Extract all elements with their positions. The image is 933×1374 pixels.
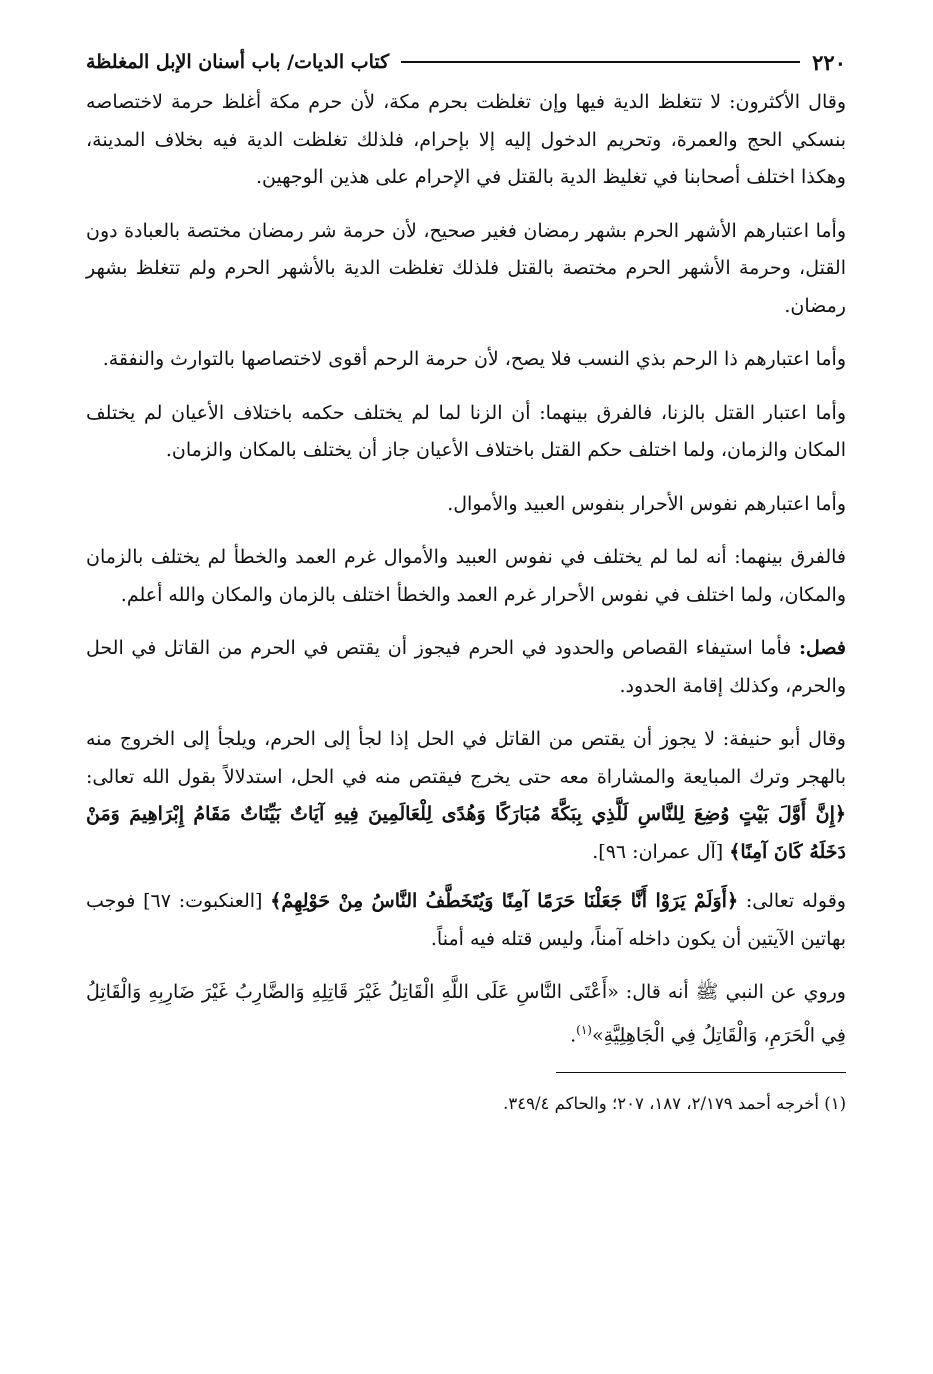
- page-number: ٢٢٠: [812, 49, 846, 75]
- abu-hanifa-paragraph: [86, 721, 846, 871]
- footnote-marker: (١): [576, 1022, 592, 1037]
- qawluhu-text: وقوله تعالى:: [738, 890, 846, 912]
- running-title: كتاب الديات/ باب أسنان الإبل المغلظة: [86, 51, 390, 73]
- page: [86, 40, 846, 1134]
- quran-ref-al-imran: [آل عمران: ٩٦].: [592, 840, 730, 863]
- footnote-rule: [556, 1072, 846, 1073]
- paragraph-3: وأما اعتبارهم ذا الرحم بذي النسب فلا يصح، لأن حرمة الرحم أقوى لاختصاصها بالتوارث والنفقة.: [102, 348, 846, 370]
- paragraph-1: وقال الأكثرون: لا تتغلظ الدية فيها وإن تغلظت بحرم مكة، لأن حرم مكة أغلظ حرمة لاختصاصه بنسكي الحج والعمرة، وتحريم الدخول إليه إلا بإحرام، فلذلك تغلظت الدية فيه بخلاف المدينة، وهكذا اختلف أصحابنا في تغليظ الدية بالقتل في الإحرام على هذين الوجهين.: [86, 91, 846, 188]
- fasl-text: فأما استيفاء القصاص والحدود في الحرم فيجوز أن يقتص في الحرم من القاتل في الحل والحرم، وكذلك إقامة الحدود.: [86, 637, 846, 697]
- quran-ref-ankabut: [العنكبوت: ٦٧] فوجب بهاتين الآيتين أن يكون داخله آمناً، وليس قتله فيه أمناً.: [86, 890, 846, 950]
- paragraph-4: وأما اعتبار القتل بالزنا، فالفرق بينهما: أن الزنا لما لم يختلف حكمه باختلاف الأعيان لم يختلف المكان والزمان، ولما اختلف حكم القتل باختلاف الأعيان جاز أن يختلف بالمكان والزمان.: [86, 401, 846, 461]
- quran-verse-ankabut: ﴿أَوَلَمْ يَرَوْا أَنَّا جَعَلْنَا حَرَمًا آمِنًا وَيُتَخَطَّفُ النَّاسُ مِنْ حَوْلِهِمْ﴾: [270, 890, 739, 912]
- fasl-label: فصل:: [799, 637, 846, 659]
- footnote: (١) أخرجه أحمد ٢/١٧٩، ١٨٧، ٢٠٧؛ والحاكم ٣٤٩/٤.: [503, 1093, 846, 1113]
- running-header: [86, 40, 846, 84]
- hadith-end: .: [570, 1023, 577, 1046]
- hadith-quote: «أَعْتَى النَّاسِ عَلَى اللَّهِ الْقَاتِلُ غَيْرَ قَاتِلِهِ وَالضَّارِبُ غَيْرَ ضَارِبِهِ وَالْقَاتِلُ فِي الْحَرَمِ، وَالْقَاتِلُ فِي الْجَاهِلِيَّةِ»: [86, 981, 846, 1046]
- paragraph-5: وأما اعتبارهم نفوس الأحرار بنفوس العبيد والأموال.: [447, 492, 846, 515]
- qawluhu-paragraph: [86, 883, 846, 958]
- header-rule: [401, 61, 800, 63]
- hadith-intro: وروي عن النبي ﷺ أنه قال:: [618, 981, 846, 1003]
- paragraph-6: فالفرق بينهما: أنه لما لم يختلف في نفوس العبيد والأموال غرم العمد والخطأ لم يختلف بالزمان والمكان، ولما اختلف في نفوس الأحرار غرم العمد والخطأ اختلف بالزمان والمكان والله أعلم.: [86, 546, 847, 606]
- fasl-paragraph: [86, 630, 846, 705]
- abu-hanifa-text: وقال أبو حنيفة: لا يجوز أن يقتص من القاتل في الحل إذا لجأ إلى الحرم، ويلجأ إلى الخروج منه بالهجر وترك المبايعة والمشاراة معه حتى يخرج فيقتص منه في الحل، استدلالاً بقول الله تعالى:: [86, 728, 846, 788]
- paragraph-2: وأما اعتبارهم الأشهر الحرم بشهر رمضان فغير صحيح، لأن حرمة شر رمضان مختصة بالعبادة دون القتل، وحرمة الأشهر الحرم مختصة بالقتل فلذلك تغلظت الدية بالأشهر الحرم ولم تتغلظ بشهر رمضان.: [86, 219, 846, 317]
- quran-verse-al-imran: ﴿إِنَّ أَوَّلَ بَيْتٍ وُضِعَ لِلنَّاسِ لَلَّذِي بِبَكَّةَ مُبَارَكًا وَهُدًى لِلْعَالَمِينَ فِيهِ آيَاتٌ بَيِّنَاتٌ مَقَامُ إِبْرَاهِيمَ وَمَنْ دَخَلَهُ كَانَ آمِنًا﴾: [86, 803, 846, 863]
- hadith-paragraph: [86, 974, 846, 1054]
